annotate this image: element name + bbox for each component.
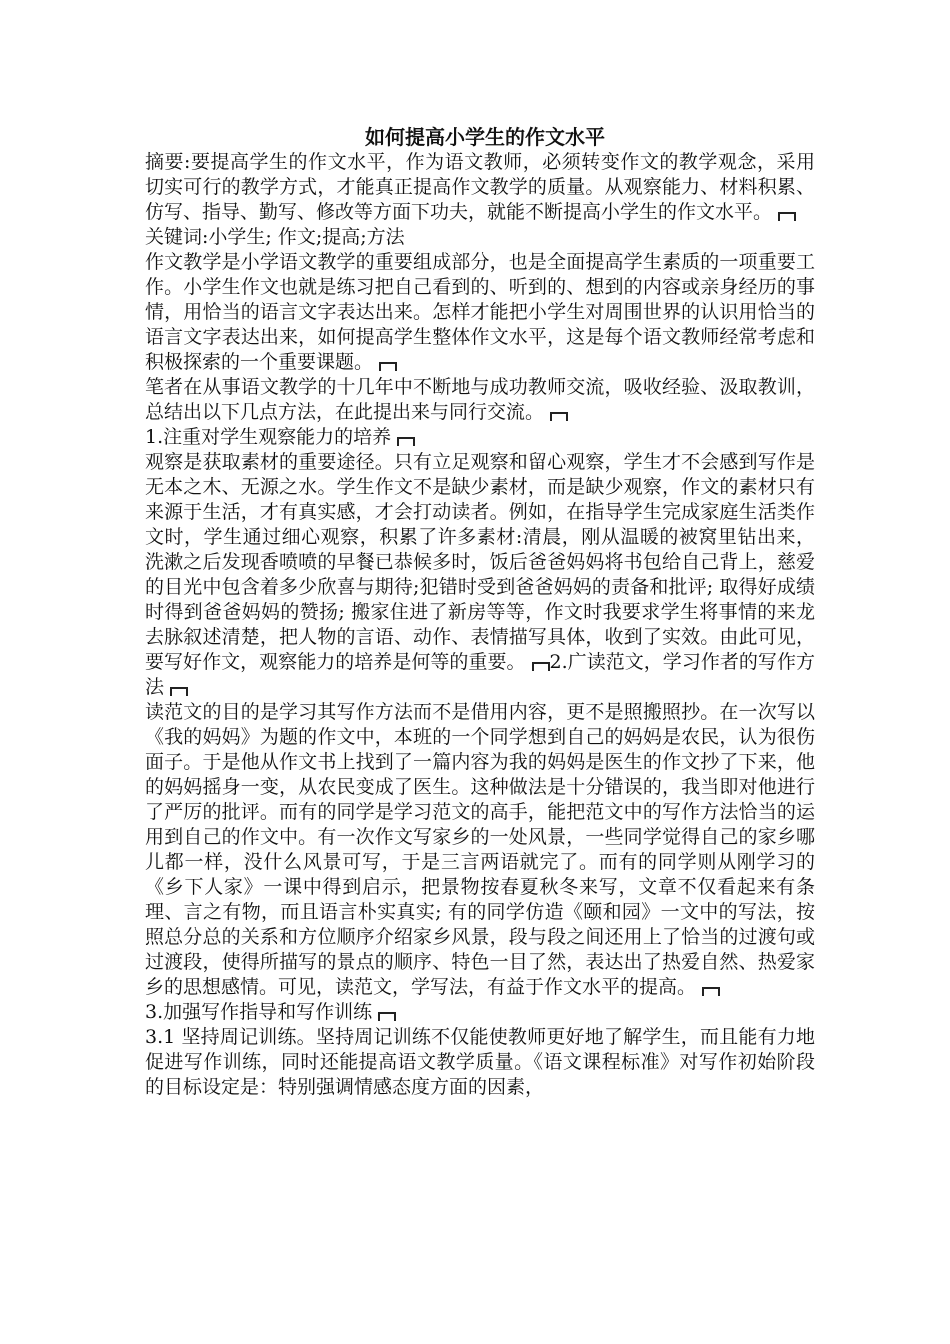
paragraph-mark-icon — [532, 662, 550, 671]
section-3-1-body-text: 3.1 坚持周记训练。坚持周记训练不仅能使教师更好地了解学生，而且能有力地促进写作训练，同时还能提高语文教学质量。《语文课程标准》对写作初始阶段的目标设定是：特别强调情感态度方面的因素， — [145, 1026, 815, 1098]
intro-paragraph — [145, 250, 815, 375]
section-3-heading — [145, 1000, 815, 1025]
document-body — [145, 124, 815, 1100]
section-1-body-text: 观察是获取素材的重要途径。只有立足观察和留心观察，学生才不会感到写作是无本之木、无源之水。学生作文不是缺少素材，而是缺少观察，作文的素材只有来源于生活，才有真实感，才会打动读者。例如，在指导学生完成家庭生活类作文时，学生通过细心观察，积累了许多素材:清晨，刚从温暖的被窝里钻出来，洗漱之后发现香喷喷的早餐已恭候多时，饭后爸爸妈妈将书包给自己背上，慈爱的目光中包含着多少欣喜与期待;犯错时受到爸爸妈妈的责备和批评; 取得好成绩时得到爸爸妈妈的赞扬; 搬家住进了新房等等，作文时我要求学生将事情的来龙去脉叙述清楚，把人物的言语、动作、表情描写具体，收到了实效。由此可见，要写好作文，观察能力的培养是何等的重要。 — [145, 451, 815, 673]
paragraph-mark-icon — [170, 687, 188, 696]
section-1-heading — [145, 425, 815, 450]
section-2-heading-text: 2.广读范文，学习作者的写作方法 — [145, 651, 815, 698]
section-1-heading-text: 1.注重对学生观察能力的培养 — [145, 426, 392, 448]
section-3-1-body — [145, 1025, 815, 1100]
author-text: 笔者在从事语文教学的十几年中不断地与成功教师交流，吸收经验、汲取教训，总结出以下几点方法，在此提出来与同行交流。 — [145, 376, 815, 423]
paragraph-mark-icon — [550, 412, 568, 421]
section-1-body — [145, 450, 815, 700]
paragraph-mark-icon — [378, 1012, 396, 1021]
intro-text: 作文教学是小学语文教学的重要组成部分，也是全面提高学生素质的一项重要工作。小学生作文也就是练习把自己看到的、听到的、想到的内容或亲身经历的事情，用恰当的语言文字表达出来。怎样才能把小学生对周围世界的认识用恰当的语言文字表达出来，如何提高学生整体作文水平，这是每个语文教师经常考虑和积极探索的一个重要课题。 — [145, 251, 815, 373]
section-2-body-text: 读范文的目的是学习其写作方法而不是借用内容，更不是照搬照抄。在一次写以《我的妈妈》为题的作文中，本班的一个同学想到自己的妈妈是农民，认为很伤面子。于是他从作文书上找到了一篇内容为我的妈妈是医生的作文抄了下来，他的妈妈摇身一变，从农民变成了医生。这种做法是十分错误的，我当即对他进行了严厉的批评。而有的同学是学习范文的高手，能把范文中的写作方法恰当的运用到自己的作文中。有一次作文写家乡的一处风景，一些同学觉得自己的家乡哪儿都一样，没什么风景可写，于是三言两语就完了。而有的同学则从刚学习的《乡下人家》一课中得到启示，把景物按春夏秋冬来写，文章不仅看起来有条理、言之有物，而且语言朴实真实; 有的同学仿造《颐和园》一文中的写法，按照总分总的关系和方位顺序介绍家乡风景，段与段之间还用上了恰当的过渡句或过渡段，使得所描写的景点的顺序、特色一目了然，表达出了热爱自然、热爱家乡的思想感情。可见，读范文，学写法，有益于作文水平的提高。 — [145, 701, 815, 998]
paragraph-mark-icon — [397, 437, 415, 446]
section-2-body — [145, 700, 815, 1000]
abstract-text: 摘要:要提高学生的作文水平，作为语文教师，必须转变作文的教学观念，采用切实可行的教学方式，才能真正提高作文教学的质量。从观察能力、材料积累、 仿写、指导、勤写、修改等方面下功夫，就能不断提高小学生的作文水平。 — [145, 151, 815, 223]
paragraph-mark-icon — [702, 987, 720, 996]
paragraph-mark-icon — [379, 362, 397, 371]
keywords-text: 关键词:小学生; 作文;提高;方法 — [145, 226, 405, 248]
paragraph-mark-icon — [778, 212, 796, 221]
document-title: 如何提高小学生的作文水平 — [365, 125, 605, 149]
abstract-paragraph — [145, 150, 815, 225]
section-3-heading-text: 3.加强写作指导和写作训练 — [145, 1001, 373, 1023]
author-paragraph — [145, 375, 815, 425]
keywords-paragraph — [145, 225, 815, 250]
